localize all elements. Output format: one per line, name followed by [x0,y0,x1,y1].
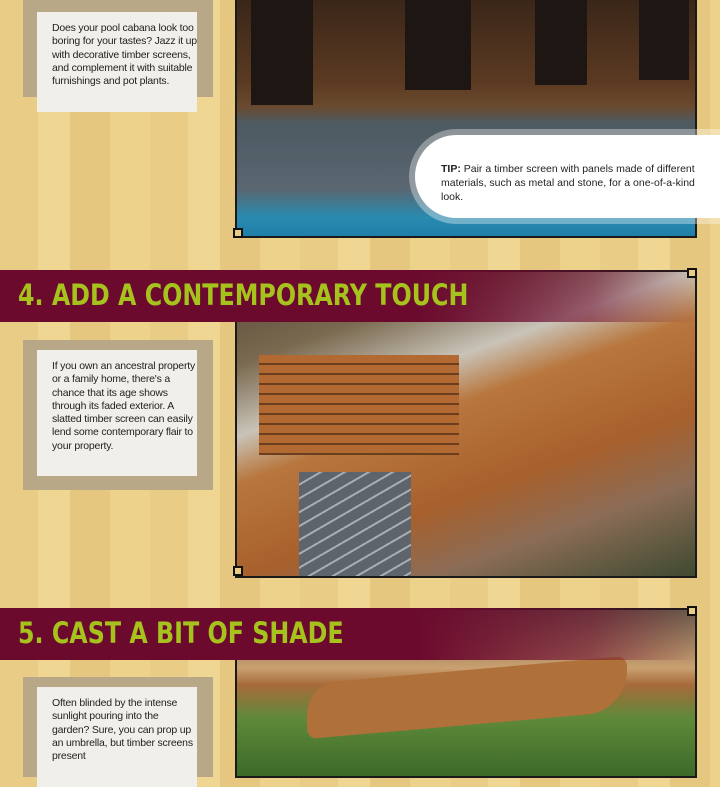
frame-corner-ornament [233,566,243,576]
frame-corner-ornament [687,268,697,278]
tip-text: Pair a timber screen with panels made of different materials, such as metal and stone, for a one-of-a-kind look. [441,163,695,203]
text-card-body: Does your pool cabana look too boring for your tastes? Jazz it up with decorative timber screens, and complement it with suitable furnishings and pot plants. [37,12,197,112]
text-card-section5 [23,677,213,777]
text-card-section4 [23,340,213,490]
section5-banner [0,608,697,660]
reed-canopy [307,656,627,739]
vent-grille [299,472,411,577]
metal-panel [251,0,313,105]
text-card-body: If you own an ancestral property or a family home, there's a chance that its age shows through its faded exterior. A slatted timber screen can easily lend some contemporary flair to your property. [37,350,197,476]
section4-heading: 4. ADD A CONTEMPORARY TOUCH [18,278,469,312]
tip-label: TIP: [441,163,461,175]
text-card-section3 [23,0,213,97]
tip-bubble [415,135,720,218]
section4-banner [0,270,697,322]
section5-heading: 5. CAST A BIT OF SHADE [18,616,344,650]
metal-panel [535,0,587,85]
frame-corner-ornament [687,606,697,616]
metal-panel [405,0,471,90]
frame-corner-ornament [233,228,243,238]
timber-screen [259,355,459,455]
text-card-body: Often blinded by the intense sunlight pouring into the garden? Sure, you can prop up an umbrella, but timber screens present [37,687,197,787]
metal-panel [639,0,689,80]
